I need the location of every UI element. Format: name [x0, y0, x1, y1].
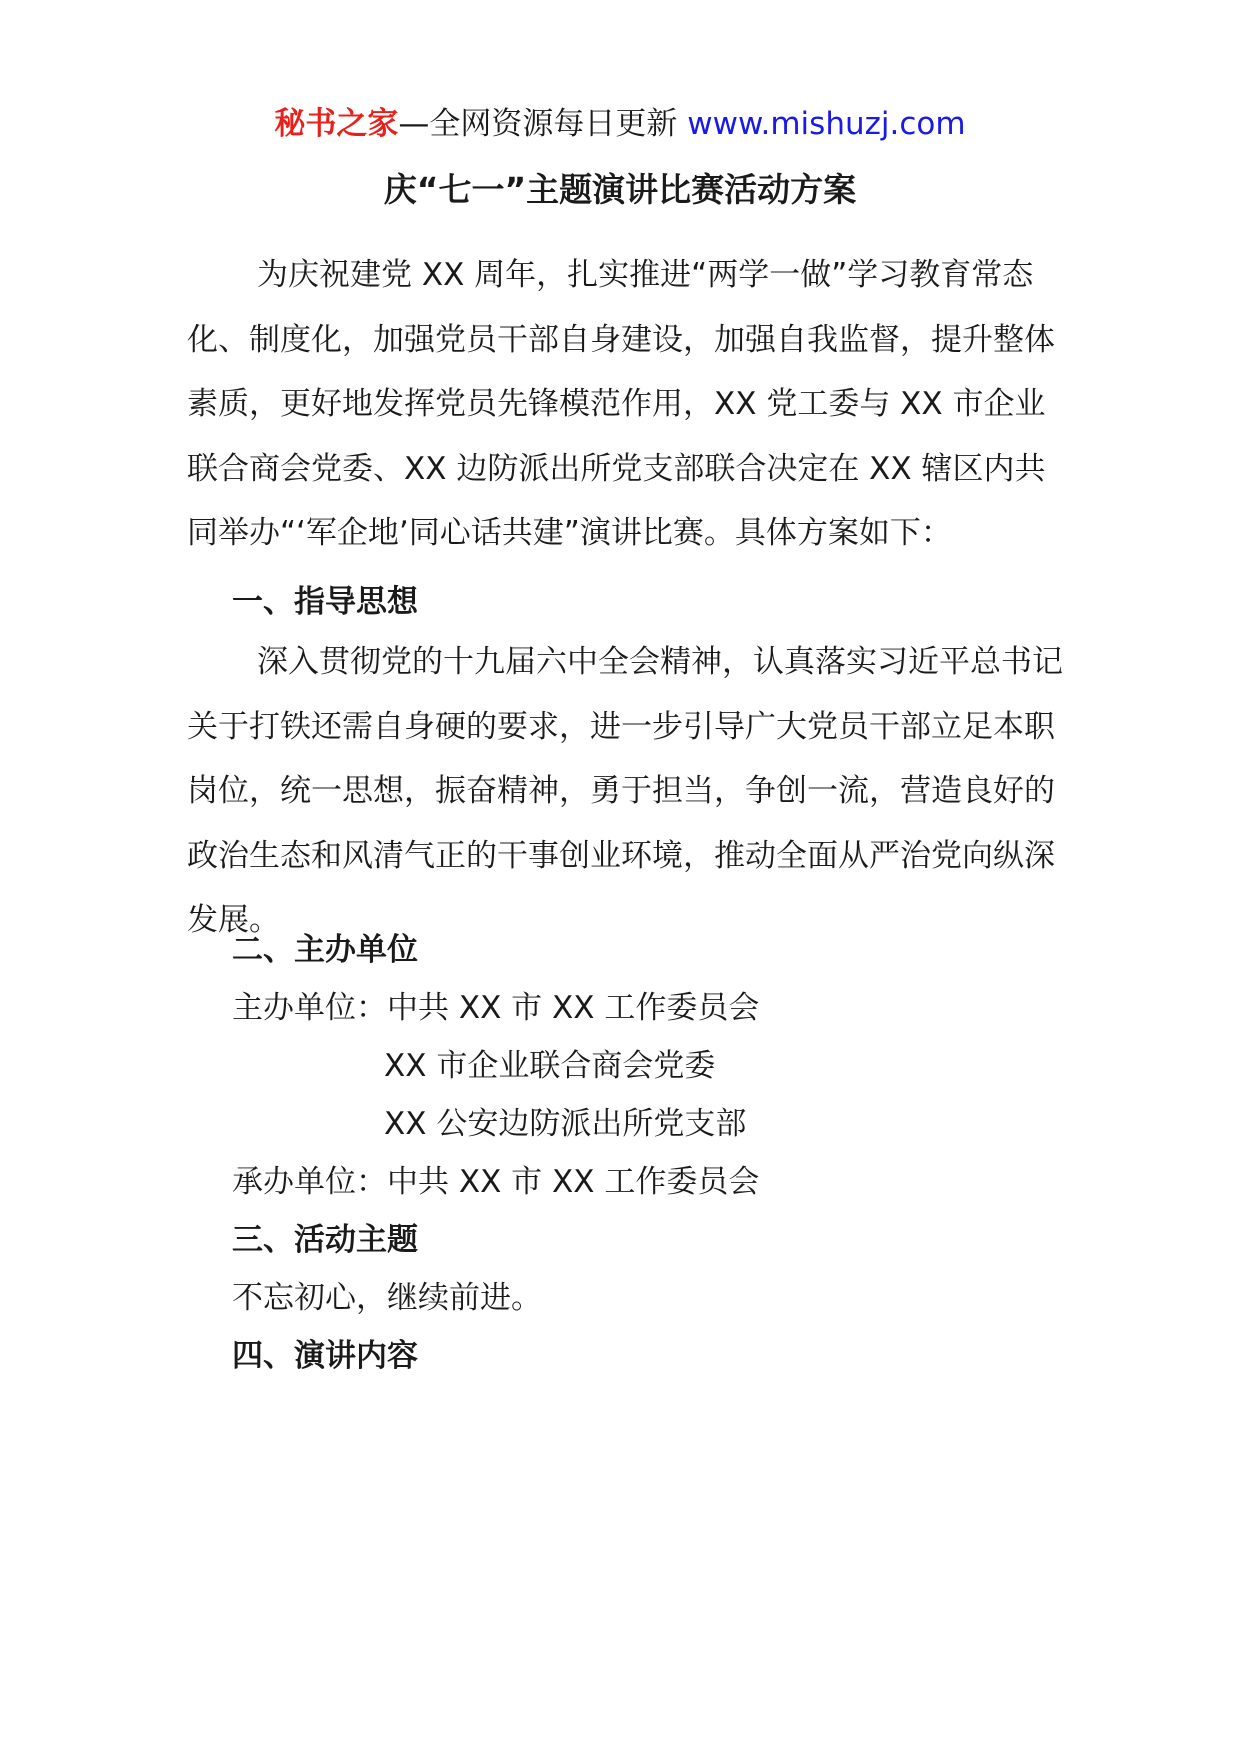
- site-url-link[interactable]: www.mishuzj.com: [687, 106, 966, 142]
- document-title: 庆“七一”主题演讲比赛活动方案: [383, 170, 857, 209]
- theme-text: 不忘初心，继续前进。: [232, 1280, 542, 1316]
- host-unit-line: 主办单位：中共 XX 市 XX 工作委员会: [232, 990, 760, 1026]
- brand-name: 秘书之家: [274, 106, 399, 142]
- section-heading-host-units: 二、主办单位: [232, 932, 418, 968]
- section-heading-speech-content: 四、演讲内容: [232, 1338, 418, 1374]
- header-tagline: —全网资源每日更新: [398, 106, 678, 142]
- intro-paragraph: 为庆祝建党 XX 周年，扎实推进“两学一做”学习教育常态化、制度化，加强党员干部自身建设，加强自我监督，提升整体素质，更好地发挥党员先锋模范作用，XX 党工委与 XX 市企业联合商会党委、XX 边防派出所党支部联合决定在 XX 辖区内共同举办“‘军企地’同心话共建”演讲比赛。具体方案如下：: [187, 257, 1055, 551]
- host-unit-3: XX 公安边防派出所党支部: [384, 1106, 747, 1142]
- organizer-unit-line: 承办单位：中共 XX 市 XX 工作委员会: [232, 1164, 760, 1200]
- site-header: [0, 100, 1240, 148]
- section-heading-theme: 三、活动主题: [232, 1222, 418, 1258]
- section-heading-guiding-thought: 一、指导思想: [232, 584, 418, 620]
- guiding-thought-paragraph: 深入贯彻党的十九届六中全会精神，认真落实习近平总书记关于打铁还需自身硬的要求，进一步引导广大党员干部立足本职岗位，统一思想，振奋精神，勇于担当，争创一流，营造良好的政治生态和风清气正的干事创业环境，推动全面从严治党向纵深发展。: [187, 644, 1063, 938]
- host-unit-2: XX 市企业联合商会党委: [384, 1048, 716, 1084]
